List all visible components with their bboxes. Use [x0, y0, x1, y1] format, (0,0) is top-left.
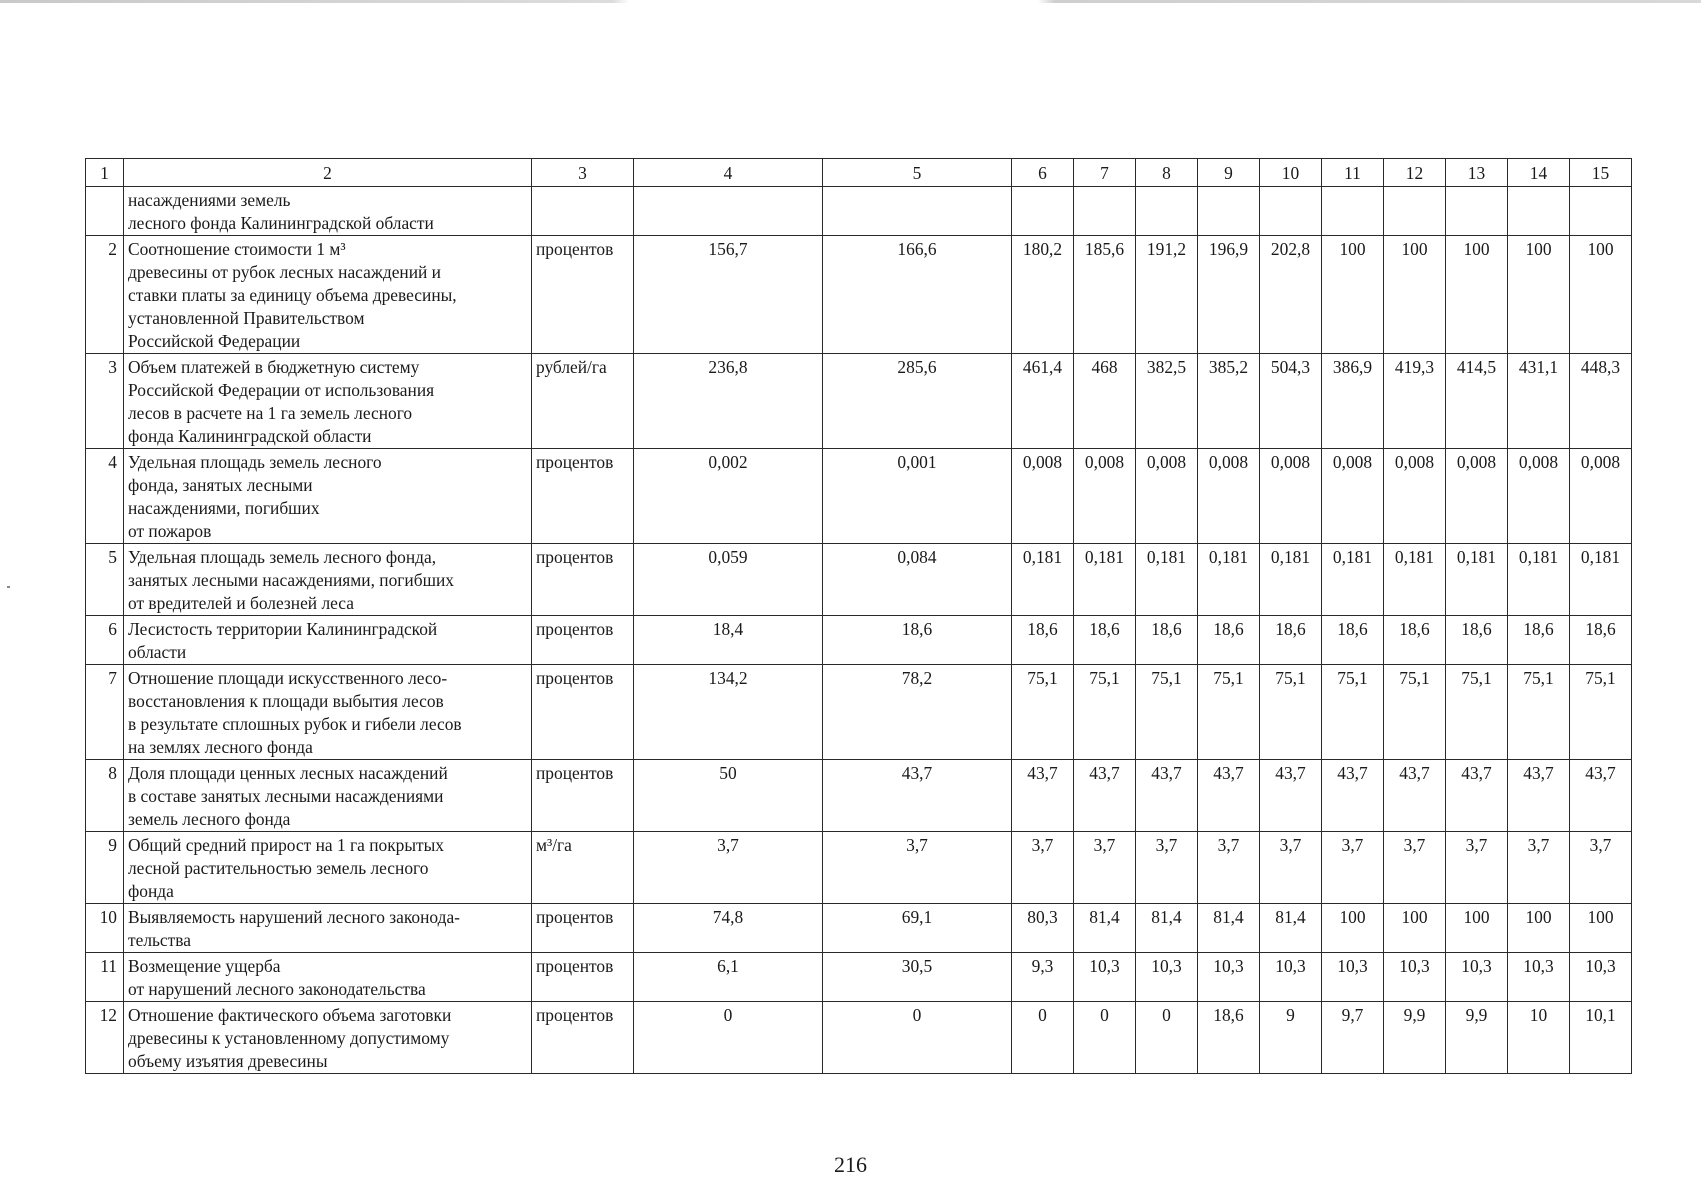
table-row	[86, 544, 1632, 616]
row-number-cell: 2	[86, 236, 124, 354]
column-number-header: 9	[1198, 159, 1260, 187]
value-cell: 18,6	[1384, 616, 1446, 665]
value-cell: 81,4	[1260, 904, 1322, 953]
unit-cell: процентов	[532, 665, 634, 760]
value-cell: 100	[1446, 904, 1508, 953]
column-number-header: 7	[1074, 159, 1136, 187]
column-number-header: 4	[634, 159, 823, 187]
indicator-name-line: в результате сплошных рубок и гибели лесов	[128, 714, 462, 734]
indicator-name-cell	[124, 544, 532, 616]
value-cell	[823, 187, 1012, 236]
indicator-name-line: Лесистость территории Калининградской	[128, 619, 438, 639]
table-row	[86, 449, 1632, 544]
column-number-header: 8	[1136, 159, 1198, 187]
row-number-cell: 5	[86, 544, 124, 616]
indicator-name-line: Российской Федерации от использования	[128, 380, 435, 400]
value-cell: 3,7	[1012, 832, 1074, 904]
indicator-name-line: Доля площади ценных лесных насаждений	[128, 763, 448, 783]
indicator-name-line: от пожаров	[128, 521, 212, 541]
value-cell	[1322, 187, 1384, 236]
value-cell: 100	[1322, 236, 1384, 354]
value-cell: 0,181	[1322, 544, 1384, 616]
column-number-header: 12	[1384, 159, 1446, 187]
value-cell	[1446, 187, 1508, 236]
indicator-name-line: Удельная площадь земель лесного фонда,	[128, 547, 437, 567]
value-cell: 468	[1074, 354, 1136, 449]
column-number-header: 5	[823, 159, 1012, 187]
value-cell: 100	[1446, 236, 1508, 354]
value-cell: 0,181	[1570, 544, 1632, 616]
value-cell: 0,181	[1074, 544, 1136, 616]
value-cell: 43,7	[1384, 760, 1446, 832]
value-cell: 80,3	[1012, 904, 1074, 953]
value-cell: 0,008	[1446, 449, 1508, 544]
value-cell: 0	[1136, 1002, 1198, 1074]
value-cell: 10	[1508, 1002, 1570, 1074]
indicator-name-line: тельства	[128, 930, 191, 950]
value-cell: 3,7	[1322, 832, 1384, 904]
value-cell	[1260, 187, 1322, 236]
value-cell: 10,3	[1570, 953, 1632, 1002]
indicator-name-line: земель лесного фонда	[128, 809, 291, 829]
value-cell: 18,6	[1322, 616, 1384, 665]
value-cell: 0,008	[1074, 449, 1136, 544]
value-cell: 100	[1508, 904, 1570, 953]
value-cell	[1074, 187, 1136, 236]
indicator-name-line: от нарушений лесного законодательства	[128, 979, 426, 999]
value-cell: 414,5	[1446, 354, 1508, 449]
indicator-name-cell	[124, 354, 532, 449]
value-cell: 3,7	[1508, 832, 1570, 904]
value-cell: 69,1	[823, 904, 1012, 953]
value-cell: 75,1	[1012, 665, 1074, 760]
column-number-header: 13	[1446, 159, 1508, 187]
value-cell: 75,1	[1260, 665, 1322, 760]
unit-cell	[532, 187, 634, 236]
value-cell: 78,2	[823, 665, 1012, 760]
value-cell: 382,5	[1136, 354, 1198, 449]
table-row	[86, 665, 1632, 760]
value-cell: 100	[1508, 236, 1570, 354]
indicator-name-line: фонда, занятых лесными	[128, 475, 313, 495]
value-cell	[1136, 187, 1198, 236]
column-number-header-row	[86, 159, 1632, 187]
column-number-header: 3	[532, 159, 634, 187]
value-cell: 0	[1012, 1002, 1074, 1074]
value-cell: 504,3	[1260, 354, 1322, 449]
indicators-table	[85, 158, 1632, 1074]
table-row	[86, 616, 1632, 665]
value-cell: 10,3	[1508, 953, 1570, 1002]
indicator-name-line: Возмещение ущерба	[128, 956, 281, 976]
value-cell: 6,1	[634, 953, 823, 1002]
value-cell: 0,008	[1322, 449, 1384, 544]
value-cell: 75,1	[1198, 665, 1260, 760]
value-cell: 0	[634, 1002, 823, 1074]
indicator-name-line: Отношение площади искусственного лесо-	[128, 668, 448, 688]
value-cell: 10,1	[1570, 1002, 1632, 1074]
indicator-name-cell	[124, 760, 532, 832]
indicator-name-line: восстановления к площади выбытия лесов	[128, 691, 444, 711]
value-cell: 196,9	[1198, 236, 1260, 354]
value-cell: 18,6	[1260, 616, 1322, 665]
indicator-name-line: Удельная площадь земель лесного	[128, 452, 382, 472]
value-cell: 18,6	[1074, 616, 1136, 665]
value-cell: 3,7	[1198, 832, 1260, 904]
value-cell: 0,008	[1508, 449, 1570, 544]
value-cell: 0,008	[1136, 449, 1198, 544]
value-cell	[1384, 187, 1446, 236]
indicator-name-cell	[124, 904, 532, 953]
indicator-name-cell	[124, 449, 532, 544]
indicator-name-line: в составе занятых лесными насаждениями	[128, 786, 444, 806]
value-cell: 166,6	[823, 236, 1012, 354]
table-row	[86, 760, 1632, 832]
scan-speck	[7, 586, 10, 588]
value-cell: 100	[1384, 236, 1446, 354]
value-cell: 75,1	[1446, 665, 1508, 760]
value-cell: 100	[1570, 236, 1632, 354]
indicator-name-line: Объем платежей в бюджетную систему	[128, 357, 420, 377]
row-number-cell: 10	[86, 904, 124, 953]
row-number-cell: 6	[86, 616, 124, 665]
indicator-name-line: от вредителей и болезней леса	[128, 593, 354, 613]
value-cell: 43,7	[1570, 760, 1632, 832]
value-cell: 100	[1570, 904, 1632, 953]
value-cell: 0,059	[634, 544, 823, 616]
value-cell: 50	[634, 760, 823, 832]
value-cell	[1508, 187, 1570, 236]
value-cell: 10,3	[1136, 953, 1198, 1002]
value-cell: 18,6	[1198, 1002, 1260, 1074]
indicator-name-cell	[124, 953, 532, 1002]
column-number-header: 11	[1322, 159, 1384, 187]
value-cell: 43,7	[1260, 760, 1322, 832]
value-cell: 0	[1074, 1002, 1136, 1074]
indicator-name-line: Соотношение стоимости 1 м³	[128, 239, 346, 259]
column-number-header: 2	[124, 159, 532, 187]
value-cell	[634, 187, 823, 236]
value-cell: 10,3	[1198, 953, 1260, 1002]
indicator-name-line: Выявляемость нарушений лесного законода-	[128, 907, 460, 927]
value-cell: 3,7	[1260, 832, 1322, 904]
page-number: 216	[834, 1152, 867, 1177]
value-cell: 43,7	[1012, 760, 1074, 832]
table-row	[86, 187, 1632, 236]
value-cell: 461,4	[1012, 354, 1074, 449]
unit-cell: процентов	[532, 236, 634, 354]
value-cell: 18,4	[634, 616, 823, 665]
value-cell: 0,181	[1508, 544, 1570, 616]
value-cell	[1570, 187, 1632, 236]
value-cell: 43,7	[1508, 760, 1570, 832]
value-cell: 43,7	[1136, 760, 1198, 832]
value-cell: 9,9	[1446, 1002, 1508, 1074]
indicator-name-line: фонда Калининградской области	[128, 426, 372, 446]
value-cell: 0,181	[1198, 544, 1260, 616]
indicators-table-container	[85, 158, 1632, 1074]
value-cell: 0,084	[823, 544, 1012, 616]
value-cell: 81,4	[1198, 904, 1260, 953]
unit-cell: процентов	[532, 449, 634, 544]
value-cell: 10,3	[1260, 953, 1322, 1002]
value-cell: 43,7	[1074, 760, 1136, 832]
value-cell: 0,181	[1260, 544, 1322, 616]
value-cell: 9,7	[1322, 1002, 1384, 1074]
value-cell: 285,6	[823, 354, 1012, 449]
table-row	[86, 354, 1632, 449]
value-cell: 43,7	[1446, 760, 1508, 832]
value-cell: 18,6	[1198, 616, 1260, 665]
row-number-cell: 9	[86, 832, 124, 904]
value-cell: 43,7	[1198, 760, 1260, 832]
indicator-name-line: Общий средний прирост на 1 га покрытых	[128, 835, 445, 855]
value-cell: 385,2	[1198, 354, 1260, 449]
unit-cell: процентов	[532, 760, 634, 832]
value-cell: 0,002	[634, 449, 823, 544]
value-cell: 0,181	[1136, 544, 1198, 616]
unit-cell: процентов	[532, 904, 634, 953]
unit-cell: рублей/га	[532, 354, 634, 449]
value-cell: 75,1	[1384, 665, 1446, 760]
row-number-cell: 3	[86, 354, 124, 449]
indicator-name-line: установленной Правительством	[128, 308, 365, 328]
value-cell: 0,008	[1384, 449, 1446, 544]
column-number-header: 15	[1570, 159, 1632, 187]
value-cell: 18,6	[1012, 616, 1074, 665]
row-number-cell: 11	[86, 953, 124, 1002]
value-cell: 3,7	[1074, 832, 1136, 904]
value-cell	[1198, 187, 1260, 236]
indicator-name-cell	[124, 1002, 532, 1074]
indicator-name-line: лесной растительностью земель лесного	[128, 858, 429, 878]
value-cell: 18,6	[823, 616, 1012, 665]
value-cell: 18,6	[1508, 616, 1570, 665]
row-number-cell: 4	[86, 449, 124, 544]
value-cell: 185,6	[1074, 236, 1136, 354]
value-cell: 0,008	[1570, 449, 1632, 544]
unit-cell: м³/га	[532, 832, 634, 904]
value-cell: 0,008	[1012, 449, 1074, 544]
indicator-name-line: Российской Федерации	[128, 331, 301, 351]
value-cell: 81,4	[1136, 904, 1198, 953]
value-cell: 81,4	[1074, 904, 1136, 953]
table-body	[86, 159, 1632, 1074]
unit-cell: процентов	[532, 1002, 634, 1074]
unit-cell: процентов	[532, 544, 634, 616]
indicator-name-line: области	[128, 642, 187, 662]
row-number-cell: 8	[86, 760, 124, 832]
value-cell: 75,1	[1322, 665, 1384, 760]
value-cell: 180,2	[1012, 236, 1074, 354]
unit-cell: процентов	[532, 953, 634, 1002]
value-cell: 3,7	[1384, 832, 1446, 904]
indicator-name-cell	[124, 616, 532, 665]
value-cell: 18,6	[1136, 616, 1198, 665]
indicator-name-cell	[124, 187, 532, 236]
indicator-name-line: объему изъятия древесины	[128, 1051, 328, 1071]
value-cell: 100	[1384, 904, 1446, 953]
value-cell: 3,7	[823, 832, 1012, 904]
value-cell: 3,7	[1570, 832, 1632, 904]
indicator-name-cell	[124, 236, 532, 354]
value-cell: 202,8	[1260, 236, 1322, 354]
indicator-name-line: фонда	[128, 881, 174, 901]
value-cell	[1012, 187, 1074, 236]
value-cell: 0,008	[1260, 449, 1322, 544]
value-cell: 431,1	[1508, 354, 1570, 449]
indicator-name-cell	[124, 665, 532, 760]
value-cell: 10,3	[1384, 953, 1446, 1002]
value-cell: 75,1	[1136, 665, 1198, 760]
value-cell: 0	[823, 1002, 1012, 1074]
indicator-name-line: ставки платы за единицу объема древесины,	[128, 285, 457, 305]
indicator-name-line: лесов в расчете на 1 га земель лесного	[128, 403, 413, 423]
value-cell: 18,6	[1570, 616, 1632, 665]
indicator-name-line: лесного фонда Калининградской области	[128, 213, 434, 233]
value-cell: 0,181	[1446, 544, 1508, 616]
row-number-cell: 12	[86, 1002, 124, 1074]
value-cell: 134,2	[634, 665, 823, 760]
value-cell: 10,3	[1322, 953, 1384, 1002]
value-cell: 448,3	[1570, 354, 1632, 449]
indicator-name-line: Отношение фактического объема заготовки	[128, 1005, 452, 1025]
row-number-cell	[86, 187, 124, 236]
scan-top-edge	[0, 0, 1701, 3]
value-cell: 43,7	[1322, 760, 1384, 832]
value-cell: 236,8	[634, 354, 823, 449]
unit-cell: процентов	[532, 616, 634, 665]
value-cell: 191,2	[1136, 236, 1198, 354]
value-cell: 74,8	[634, 904, 823, 953]
value-cell: 30,5	[823, 953, 1012, 1002]
value-cell: 0,001	[823, 449, 1012, 544]
indicator-name-line: древесины к установленному допустимому	[128, 1028, 450, 1048]
value-cell: 75,1	[1074, 665, 1136, 760]
table-row	[86, 1002, 1632, 1074]
value-cell: 10,3	[1074, 953, 1136, 1002]
value-cell: 156,7	[634, 236, 823, 354]
indicator-name-line: насаждениями, погибших	[128, 498, 320, 518]
value-cell: 9	[1260, 1002, 1322, 1074]
value-cell: 10,3	[1446, 953, 1508, 1002]
value-cell: 0,008	[1198, 449, 1260, 544]
column-number-header: 14	[1508, 159, 1570, 187]
value-cell: 43,7	[823, 760, 1012, 832]
table-row	[86, 904, 1632, 953]
column-number-header: 1	[86, 159, 124, 187]
value-cell: 9,9	[1384, 1002, 1446, 1074]
indicator-name-line: насаждениями земель	[128, 190, 291, 210]
indicator-name-line: занятых лесными насаждениями, погибших	[128, 570, 454, 590]
indicator-name-line: на землях лесного фонда	[128, 737, 313, 757]
table-row	[86, 236, 1632, 354]
value-cell: 3,7	[634, 832, 823, 904]
column-number-header: 10	[1260, 159, 1322, 187]
value-cell: 75,1	[1508, 665, 1570, 760]
table-row	[86, 953, 1632, 1002]
value-cell: 9,3	[1012, 953, 1074, 1002]
column-number-header: 6	[1012, 159, 1074, 187]
value-cell: 3,7	[1446, 832, 1508, 904]
value-cell: 0,181	[1012, 544, 1074, 616]
value-cell: 419,3	[1384, 354, 1446, 449]
value-cell: 100	[1322, 904, 1384, 953]
value-cell: 75,1	[1570, 665, 1632, 760]
value-cell: 0,181	[1384, 544, 1446, 616]
value-cell: 18,6	[1446, 616, 1508, 665]
value-cell: 386,9	[1322, 354, 1384, 449]
indicator-name-line: древесины от рубок лесных насаждений и	[128, 262, 441, 282]
indicator-name-cell	[124, 832, 532, 904]
row-number-cell: 7	[86, 665, 124, 760]
value-cell: 3,7	[1136, 832, 1198, 904]
table-row	[86, 832, 1632, 904]
